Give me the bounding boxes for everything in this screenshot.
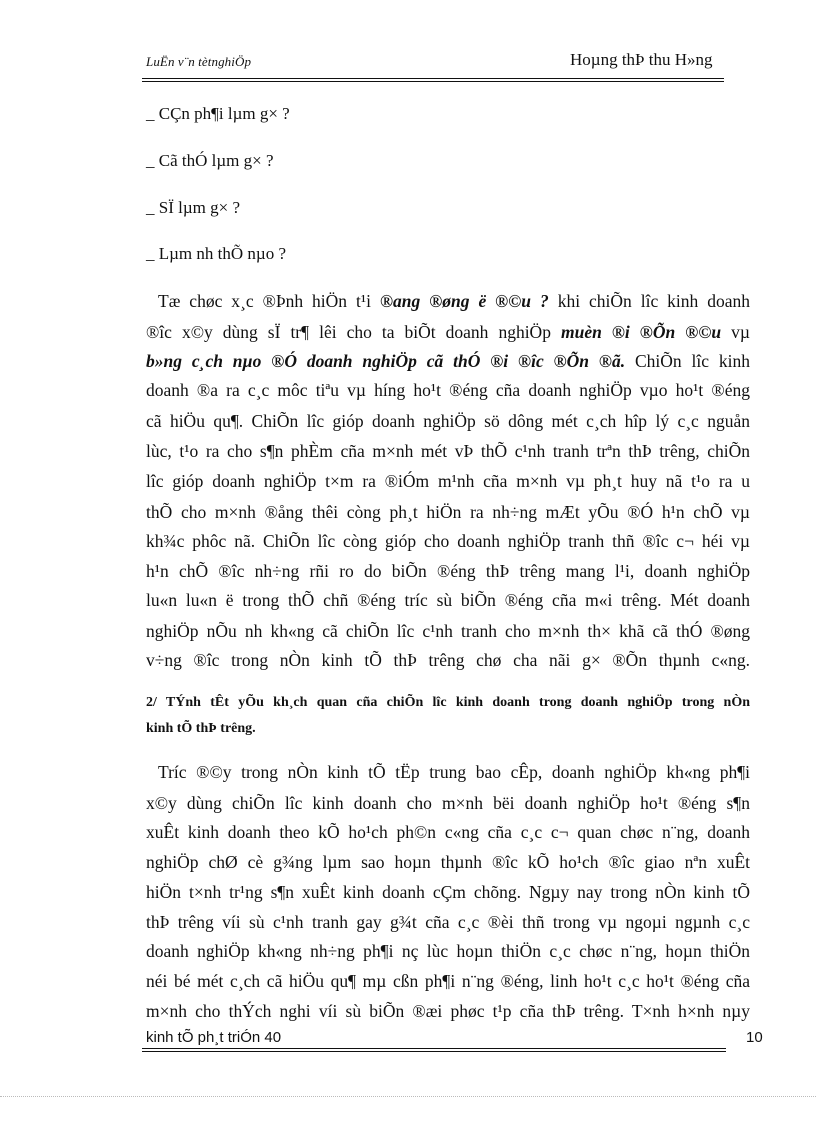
emphasis-text: ®ang ®øng ë ®©u ? [379, 291, 549, 311]
text-run: vµ [721, 322, 750, 342]
text-run: Tæ chøc x¸c ®Þnh hiÖn t¹i [158, 291, 380, 311]
paragraph-line: lu«n lu«n ë trong thÕ chñ ®éng tríc sù biÕn ®éng cña m«i trêng. Mét doanh [146, 590, 750, 610]
question-line: _ Cã thÓ lµm g× ? [146, 151, 274, 170]
paragraph-line: nghiÖp chØ cè g¾ng lµm sao hoµn thµnh ®îc kÕ ho¹ch ®îc giao nªn xuÊt [146, 852, 750, 872]
text-run: ChiÕn lîc kinh [625, 351, 750, 371]
text-run: ®îc x©y dùng sÏ tr¶ lêi cho ta biÕt doanh nghiÖp [146, 322, 561, 342]
paragraph-line: nghiÖp nÕu nh kh«ng cã chiÕn lîc c¹nh tranh cho m×nh th× khã cã thÓ ®øng [146, 621, 750, 641]
paragraph-line: hiÖn t×nh tr¹ng s¶n xuÊt kinh doanh cÇm chõng. Ngµy nay trong nÒn kinh tÕ [146, 882, 750, 902]
paragraph-line [158, 290, 750, 314]
emphasis-text: b»ng c¸ch nµo ®Ó doanh nghiÖp cã thÓ ®i ®îc ®Õn ®ã. [146, 351, 626, 371]
paragraph-line: lîc gióp doanh nghiÖp t×m ra ®iÓm m¹nh cña m×nh vµ ph¸t huy nã t¹o ra u [146, 471, 750, 491]
paragraph-line: thÞ trêng víi sù c¹nh tranh gay g¾t cña c¸c ®èi thñ trong vµ ngoµi ngµnh c¸c [146, 912, 750, 932]
paragraph-line: kh¾c phôc nã. ChiÕn lîc còng gióp cho doanh nghiÖp tranh thñ ®îc c¬ héi vµ [146, 531, 750, 551]
header-rule [142, 78, 724, 79]
emphasis-text: muèn ®i ®Õn ®©u [560, 322, 722, 342]
text-run: khi chiÕn lîc kinh doanh [548, 291, 750, 311]
paragraph-line: doanh ®a ra c¸c môc tiªu vµ híng ho¹t ®éng cña doanh nghiÖp vµo ho¹t ®éng [146, 380, 750, 400]
page-bottom-dotted-edge [0, 1096, 816, 1097]
paragraph-line [146, 350, 750, 374]
header-rule-double [142, 81, 724, 82]
question-line: _ SÏ lµm g× ? [146, 198, 240, 217]
paragraph-line [146, 321, 750, 345]
paragraph-line: xuÊt kinh doanh theo kÕ ho¹ch ph©n c«ng cña c¸c c¬ quan chøc n¨ng, doanh [146, 822, 750, 842]
paragraph-line: m×nh cho thÝch nghi víi sù biÕn ®æi phøc t¹p cña thÞ trêng. T×nh h×nh nµy [146, 1001, 750, 1021]
section-heading-continued: kinh tÕ thÞ trêng. [146, 721, 256, 736]
paragraph-line: x©y dùng chiÕn lîc kinh doanh cho m×nh bëi doanh nghiÖp ho¹t ®éng s¶n [146, 793, 750, 813]
paragraph-line: Tríc ®©y trong nÒn kinh tÕ tËp trung bao cÊp, doanh nghiÖp kh«ng ph¶i [158, 762, 750, 782]
section-heading: 2/ TÝnh tÊt yÕu kh¸ch quan cña chiÕn lîc kinh doanh trong doanh nghiÖp trong nÒn [146, 695, 750, 710]
paragraph-line: cã hiÖu qu¶. ChiÕn lîc gióp doanh nghiÖp sö dông mét c¸ch hîp lý c¸c nguån [146, 411, 750, 431]
paragraph-line: doanh nghiÖp kh«ng nh÷ng ph¶i nç lùc hoµn thiÖn c¸c chøc n¨ng, hoµn thiÖn [146, 941, 750, 961]
paragraph-line: lùc, t¹o ra cho s¶n phÈm cña m×nh mét vÞ thÕ c¹nh tranh trªn thÞ trêng, chiÕn [146, 441, 750, 461]
header-thesis-label: LuËn v¨n tètnghiÖp [146, 54, 252, 69]
question-line: _ CÇn ph¶i lµm g× ? [146, 104, 290, 123]
footer-rule [142, 1048, 726, 1049]
header-author-name: Hoµng thÞ thu H»ng [570, 50, 713, 69]
paragraph-line: néi bé mét c¸ch cã hiÖu qu¶ mµ cßn ph¶i n¨ng ®éng, linh ho¹t c¸c ho¹t ®éng cña [146, 971, 750, 991]
paragraph-line: h¹n chÕ ®îc nh÷ng rñi ro do biÕn ®éng thÞ trêng mang l¹i, doanh nghiÖp [146, 561, 750, 581]
paragraph-line: v÷ng ®îc trong nÒn kinh tÕ thÞ trêng chø cha nãi g× ®Õn thµnh c«ng. [146, 650, 750, 670]
paragraph-line: thÕ cho m×nh ®ång thêi còng ph¸t hiÖn ra nh÷ng mÆt yÕu ®Ó h¹n chÕ vµ [146, 502, 750, 522]
question-line: _ Lµm nh thÕ nµo ? [146, 244, 286, 263]
footer-class-label: kinh tÕ ph¸t triÓn 40 [146, 1029, 282, 1046]
page-number: 10 [746, 1029, 763, 1046]
footer-rule-double [142, 1051, 726, 1052]
